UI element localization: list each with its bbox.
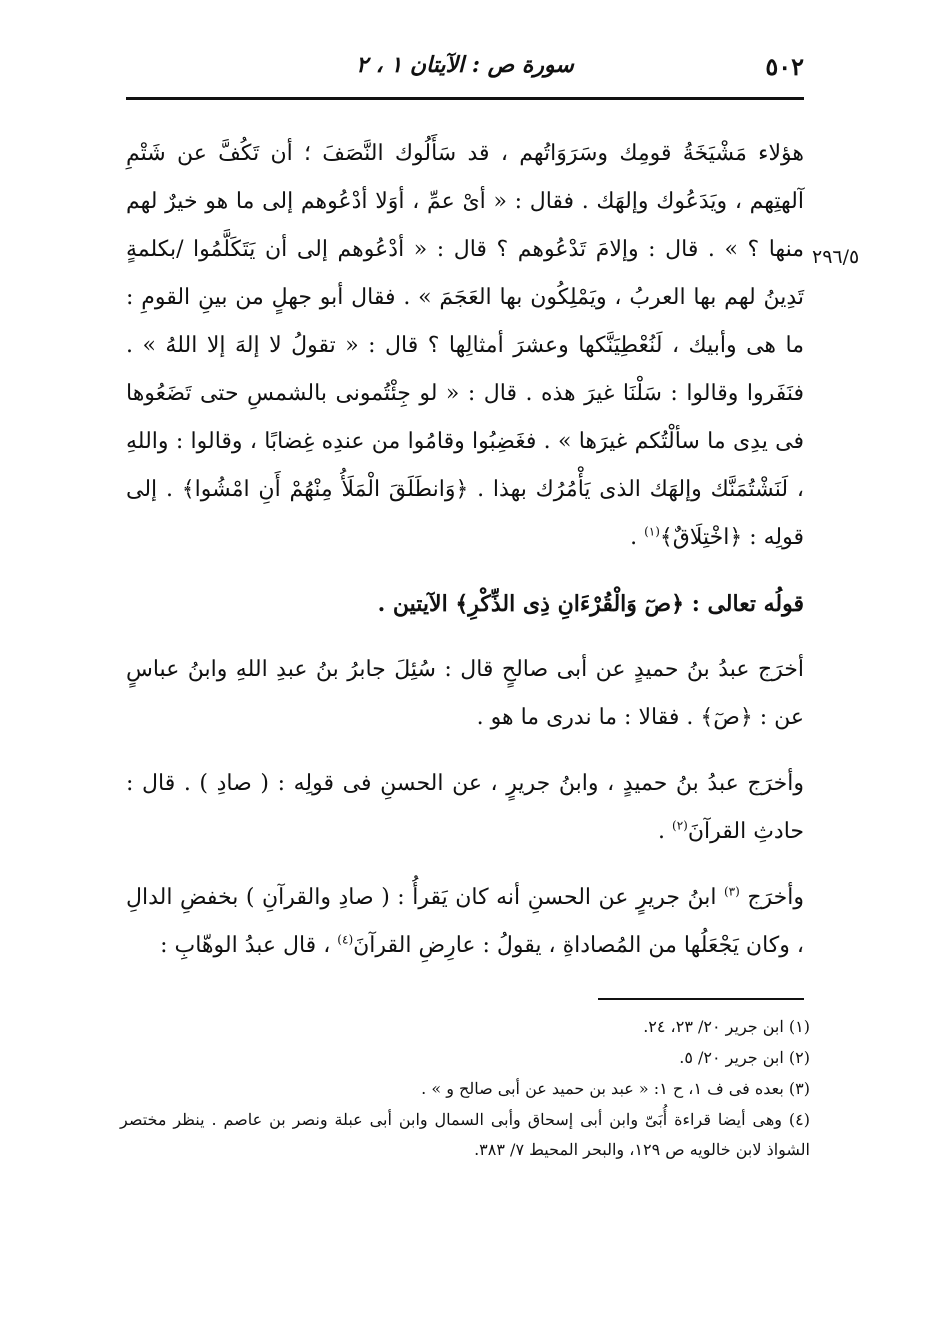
footnote-marker: (٣) xyxy=(723,884,740,899)
footnote-3: (٣) بعده فى ف ١، ح ١: « عبد بن حميد عن أبى صالح و » . xyxy=(421,1079,810,1098)
header-rule xyxy=(126,97,804,100)
paragraph-report-3: وأخرَج $^{(٣)}$ ابنُ جريرٍ عن الحسنِ أنه كان يَقرأُ : ( صادِ والقرآنِ ) بخفضِ الدالِ ، وكان يَجْعَلُها من المُصاداةِ ، يقولُ : عارِضِ القرآنَ$^{(٤)}$ ، قال عبدُ الوهّابِ : xyxy=(126,884,804,958)
paragraph-narration: هؤلاء مَشْيَخَةُ قومِك وسَرَوَاتُهم ، قد سَأَلُوك النَّصَفَ ؛ أن تَكُفَّ عن شَتْمِ آلهتِهم ، ويَدَعُوك وإلهَك . فقال : « أىْ عمِّ ، أوَلا أدْعُوهم إلى ما هو خيرٌ لهم منها ؟ » . قال : وإلامَ تَدْعُوهم ؟ قال : « أدْعُوهم إلى أن يَتَكَلَّمُوا /بكلمةٍ تَدِينُ لهم بها العربُ ، ويَمْلِكُون بها العَجَمَ » . فقال أبو جهلٍ من بينِ القومِ : ما هى وأبيك ، لَنُعْطِيَنَّكها وعشرَ أمثالِها ؟ قال : « تقولُ لا إلهَ إلا اللهُ » . فنَفَروا وقالوا : سَلْنَا غيرَ هذه . قال : « لو جِئْتُمونى بالشمسِ حتى تَضَعُوها فى يدِى ما سألْتُكم غيرَها » . فغَضِبُوا وقامُوا من عندِه غِضابًا ، وقالوا : واللهِ ، لَنَشْتُمَنَّك وإلهَك الذى يَأْمُرُك بهذا . ﴿وَانطَلَقَ الْمَلَأُ مِنْهُمْ أَنِ امْشُوا﴾ . إلى قولِه : ﴿اخْتِلَاقٌ﴾$^{(١)}$ . xyxy=(126,141,805,550)
footnote-rule xyxy=(598,998,804,1000)
main-text xyxy=(126,130,804,970)
footnote-2: (٢) ابن جرير ٢٠/ ٥. xyxy=(679,1048,810,1067)
footnote-4: (٤) وهى أيضا قراءة أُبَىّ وابن أبى إسحاق وأبى السمال وابن أبى عبلة ونصر بن عاصم . ينظر مختصر الشواذ لابن خالويه ص ١٢٩، والبحر المحيط ٧/ ٣٨٣. xyxy=(120,1110,810,1159)
paragraph-report-1: أخرَج عبدُ بنُ حميدٍ عن أبى صالحٍ قال : سُئِلَ جابرُ بنُ عبدِ اللهِ وابنُ عباسٍ عن : ﴿صٓ﴾ . فقالا : ما ندرى ما هو . xyxy=(126,657,804,730)
footnote-marker: (٤) xyxy=(337,932,354,947)
page-number: ٥٠٢ xyxy=(765,52,804,81)
footnote-marker: (٢) xyxy=(672,818,688,833)
running-title: سورة ص : الآيتان ١ ، ٢ xyxy=(356,52,574,78)
page-header xyxy=(126,52,804,96)
footnotes xyxy=(120,1012,810,1166)
footnote-marker: (١) xyxy=(644,524,660,539)
paragraph-report-2: وأخرَج عبدُ بنُ حميدٍ ، وابنُ جريرٍ ، عن الحسنِ فى قولِه : ( صادِ ) . قال : حادثِ القرآنَ$^{(٢)}$ . xyxy=(126,771,804,844)
paragraph-verse-heading: قولُه تعالى : ﴿صٓ وَالْقُرْءَانِ ذِى الذِّكْرِ﴾ الآيتين . xyxy=(377,591,804,617)
footnote-1: (١) ابن جرير ٢٠/ ٢٣، ٢٤. xyxy=(643,1017,810,1036)
margin-page-reference: ٢٩٦/٥ xyxy=(812,246,860,268)
